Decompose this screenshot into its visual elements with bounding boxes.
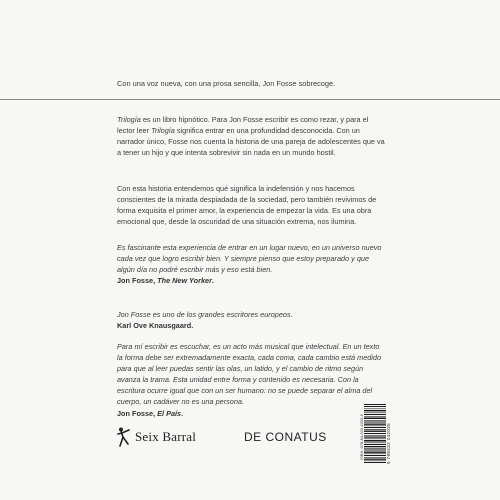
book-title: Trilogía [151,126,175,136]
isbn-value: ISBN: 978-84-322-4203-5 [359,414,364,460]
quote-attribution: Karl Ove Knausgaard. [117,321,194,331]
quote-text: Es fascinante esta experiencia de entrar en un lugar nuevo, en un universo nuevo cada vez que logro escribir bien. Y siempre pienso que estoy preparado y que algún día no podré escribir más y eso está bien. [117,243,382,275]
synopsis-text: significa entrar en una profundidad desconocida. Con un narrador único, Fosse nos cuenta la historia de una pareja de adolescentes que va a tener un hijo y que intenta sobrevivir sin nada en un mundo hostil. [117,126,385,158]
quote-source: The New Yorker [157,276,212,286]
quote-source: El País [157,408,182,418]
quote-attribution [117,408,385,419]
quote-text: Para mí escribir es escuchar, es un acto más musical que intelectual. En un texto la forma debe ser extremadamente exacta, cada coma, cada cambio está medido para que al leer puedas sentir las olas, un latido, y el cambio de ritmo según avanza la trama. Esta unidad entre forma y contenido es necesaria. Con la escritura ocurre igual que con un ser humano: no se puede separar el alma del cuerpo, un cadáver no es una persona. [117,342,382,407]
de-conatus-logo: DE CONATUS [244,430,327,444]
quote-author: Jon Fosse, [117,408,158,418]
synopsis-text: Con esta historia entendemos qué significa la indefensión y nos hacemos conscientes de la mirada despiadada de la sociedad, pero también revivimos de forma exquisita el primer amor, la experiencia de empezar la vida. Es una obra emocional que, desde la oscuridad de una situación extrema, nos ilumina. [117,184,377,227]
quote-3 [117,341,385,419]
quote-punct: . [181,408,184,418]
tagline: Con una voz nueva, con una prosa sencilla, Jon Fosse sobrecoge. [117,79,336,88]
quote-attribution [117,275,385,286]
synopsis-paragraph-2 [117,183,385,227]
synopsis-paragraph-1 [117,114,385,158]
seix-barral-logo [117,427,196,447]
seix-barral-wordmark: Seix Barral [135,429,197,444]
quote-punct: . [211,276,214,286]
quote-1 [117,242,385,286]
barcode-icon [364,404,386,464]
divider-line [0,99,500,100]
quote-2 [117,309,385,331]
barcode-digits: 9 788432 242035 [386,422,391,464]
synopsis-text: es un libro hipnótico. Para Jon Fosse escribir es como rezar, y para el lector leer [117,115,369,136]
quote-text: Jon Fosse es uno de los grandes escritores europeos. [117,310,293,319]
quote-author: Jon Fosse, [117,276,158,286]
barcode-number [386,404,392,466]
book-title: Trilogía [117,115,141,124]
seix-barral-figure-icon [117,427,131,447]
